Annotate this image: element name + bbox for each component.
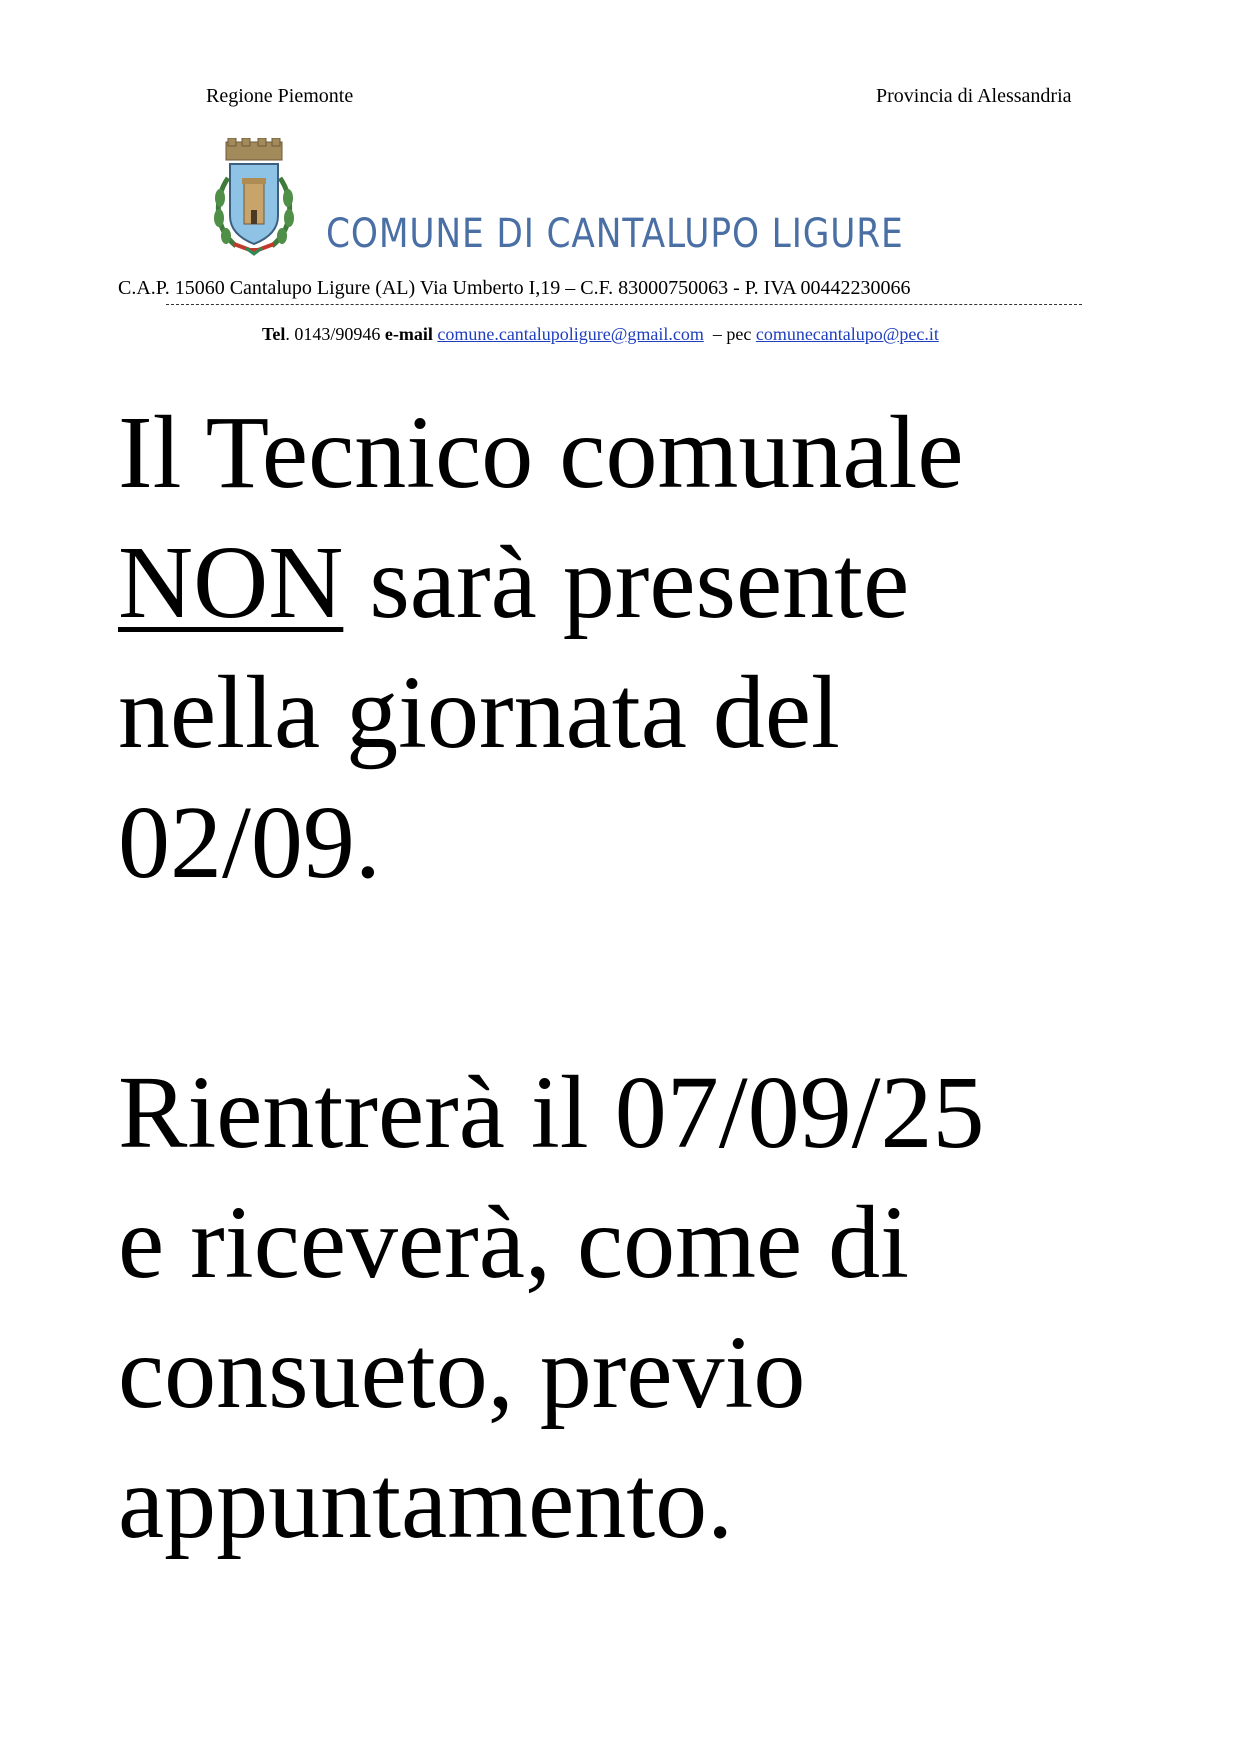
notice-line-4: 02/09.: [118, 785, 381, 900]
notice-absence: [118, 388, 964, 908]
coat-of-arms-icon: [206, 138, 302, 256]
email-link[interactable]: comune.cantalupoligure@gmail.com: [437, 324, 704, 344]
notice-line-5: Rientrerà il 07/09/25: [118, 1055, 985, 1170]
address-line: C.A.P. 15060 Cantalupo Ligure (AL) Via Umberto I,19 – C.F. 83000750063 - P. IVA 00442230066: [118, 277, 911, 299]
header-divider: [166, 304, 1082, 305]
email-label: e-mail: [384, 324, 433, 344]
municipality-title: COMUNE DI CANTALUPO LIGURE: [326, 211, 904, 257]
contact-line: [262, 323, 939, 345]
notice-line-2: [118, 518, 964, 648]
notice-line-2-rest: sarà presente: [343, 525, 910, 640]
pec-link[interactable]: comunecantalupo@pec.it: [755, 324, 939, 344]
province-label: Provincia di Alessandria: [876, 85, 1072, 107]
notice-line-3: nella giornata del: [118, 655, 840, 770]
tel-value: . 0143/90946: [285, 324, 385, 344]
notice-line-6: e riceverà, come di: [118, 1185, 910, 1300]
tel-label: Tel: [262, 324, 286, 344]
region-label: Regione Piemonte: [206, 85, 354, 107]
notice-line-7: consueto, previo: [118, 1315, 806, 1430]
notice-line-8: appuntamento.: [118, 1445, 734, 1560]
pec-label: – pec: [703, 324, 756, 344]
notice-return: [118, 1048, 984, 1568]
notice-line-1: Il Tecnico comunale: [118, 395, 964, 510]
notice-non-emphasis: NON: [118, 525, 344, 640]
